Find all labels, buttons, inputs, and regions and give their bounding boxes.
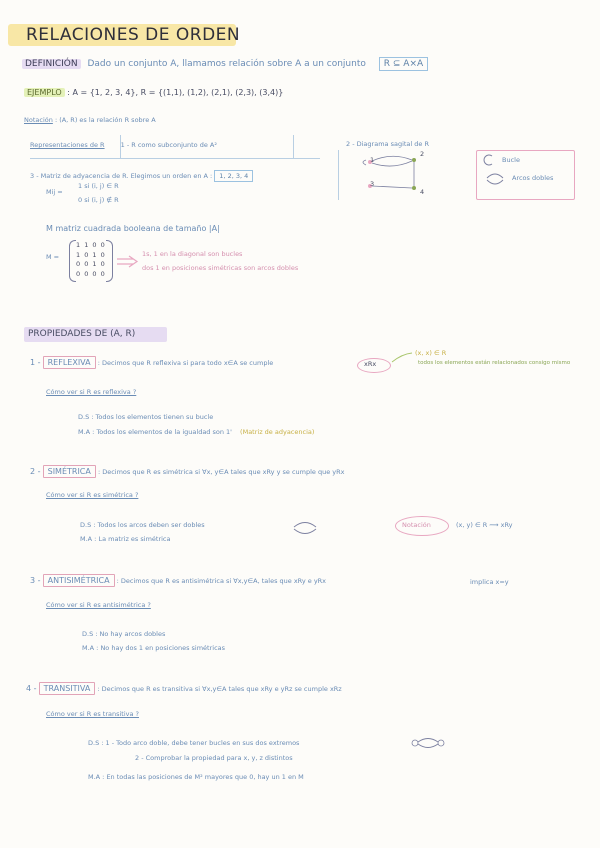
simetrica-notation-label: Notación bbox=[402, 521, 431, 529]
simetrica-ma: M.A : La matriz es simétrica bbox=[80, 535, 171, 543]
property-reflexiva bbox=[30, 358, 273, 367]
representations-row bbox=[30, 141, 217, 149]
antisimetrica-ds: D.S : No hay arcos dobles bbox=[82, 630, 166, 638]
simetrica-name: SIMÉTRICA bbox=[43, 465, 96, 478]
reflexiva-formula: xRx bbox=[364, 360, 377, 368]
sagittal-node-4 bbox=[412, 186, 416, 190]
mij-case-1: 1 si (i, j) ∈ R bbox=[78, 182, 119, 190]
matrix-note-2: dos 1 en posiciones simétricas son arcos dobles bbox=[142, 264, 299, 272]
transitiva-how: Cómo ver si R es transitiva ? bbox=[46, 710, 139, 718]
arcos-dobles-icon bbox=[484, 170, 506, 188]
transitiva-ds1: D.S : 1 - Todo arco doble, debe tener bucles en sus dos extremos bbox=[88, 739, 300, 747]
divider-vertical-3 bbox=[338, 150, 339, 200]
reflexiva-name: REFLEXIVA bbox=[43, 356, 96, 369]
order-box: 1, 2, 3, 4 bbox=[214, 170, 253, 182]
sagittal-label-3: 3 bbox=[370, 180, 375, 188]
bucle-icon bbox=[482, 153, 496, 167]
matrix-bracket-right bbox=[106, 240, 113, 282]
antisimetrica-name: ANTISIMÉTRICA bbox=[43, 574, 115, 587]
reflexiva-ma-text: M.A : Todos los elementos de la igualdad son 1' bbox=[78, 428, 232, 436]
definition-row bbox=[22, 59, 428, 69]
notation-row bbox=[24, 116, 156, 124]
sagittal-arc-34 bbox=[372, 186, 412, 188]
implies-arrow-icon bbox=[117, 256, 139, 268]
divider-vertical-1 bbox=[120, 135, 121, 159]
antisimetrica-how: Cómo ver si R es antisimétrica ? bbox=[46, 601, 151, 609]
simetrica-notation-text: (x, y) ∈ R ⟿ xRy bbox=[456, 521, 513, 529]
transitiva-def: : Decimos que R es transitiva si ∀x,y∈A tales que xRy e yRz se cumple xRz bbox=[97, 685, 342, 693]
transitiva-num: 4 - bbox=[26, 684, 37, 693]
reflexiva-side-note: todos los elementos están relacionados consigo mismo bbox=[418, 360, 571, 366]
simetrica-how: Cómo ver si R es simétrica ? bbox=[46, 491, 139, 499]
sagittal-node-2 bbox=[412, 158, 416, 162]
sagittal-arc-12 bbox=[372, 156, 412, 161]
antisimetrica-num: 3 - bbox=[30, 576, 41, 585]
matrix-description: M matriz cuadrada booleana de tamaño |A| bbox=[46, 224, 220, 233]
page-title: RELACIONES DE ORDEN bbox=[26, 25, 241, 45]
matrix-row-4: 0 0 0 0 bbox=[76, 269, 106, 278]
adjacency-matrix bbox=[76, 241, 106, 279]
mij-label: Mij = bbox=[46, 188, 63, 196]
definition-formula: R ⊆ A×A bbox=[379, 57, 428, 71]
transitiva-name: TRANSITIVA bbox=[39, 682, 96, 695]
reflexiva-num: 1 - bbox=[30, 358, 41, 367]
legend-bucle: Bucle bbox=[502, 156, 520, 164]
sagittal-arc-21 bbox=[372, 161, 412, 166]
example-text: : A = {1, 2, 3, 4}, R = {(1,1), (1,2), (2,1), (2,3), (3,4)} bbox=[67, 88, 284, 97]
transitiva-ma: M.A : En todas las posiciones de M² mayores que 0, hay un 1 en M bbox=[88, 773, 304, 781]
double-arc-loops-icon bbox=[410, 735, 446, 751]
mij-case-0: 0 si (i, j) ∉ R bbox=[78, 196, 119, 204]
reflexiva-how: Cómo ver si R es reflexiva ? bbox=[46, 388, 137, 396]
divider-vertical-2 bbox=[293, 135, 294, 159]
representation-item-1: 1 - R como subconjunto de A² bbox=[120, 141, 217, 149]
reflexiva-def: : Decimos que R reflexiva si para todo x∈A se cumple bbox=[97, 359, 274, 367]
notation-text: : (A, R) es la relación R sobre A bbox=[54, 116, 156, 124]
antisimetrica-def: : Decimos que R es antisimétrica si ∀x,y∈A, tales que xRy e yRx bbox=[116, 577, 327, 585]
simetrica-num: 2 - bbox=[30, 467, 41, 476]
antisimetrica-extra: implica x=y bbox=[470, 578, 509, 586]
property-antisimetrica bbox=[30, 576, 326, 585]
property-simetrica bbox=[30, 467, 345, 476]
representation-item-2: 2 - Diagrama sagital de R bbox=[346, 140, 429, 148]
matrix-row-2: 1 0 1 0 bbox=[76, 250, 106, 259]
simetrica-def: : Decimos que R es simétrica si ∀x, y∈A tales que xRy y se cumple que yRx bbox=[97, 468, 345, 476]
example-label: EJEMPLO bbox=[24, 88, 65, 97]
reflexiva-side-formula: (x, x) ∈ R bbox=[415, 349, 447, 357]
matrix-bracket-left bbox=[69, 240, 76, 282]
example-row bbox=[24, 88, 283, 97]
definition-text: Dado un conjunto A, llamamos relación sobre A a un conjunto bbox=[87, 59, 366, 69]
simetrica-ds: D.S : Todos los arcos deben ser dobles bbox=[80, 521, 205, 529]
sagittal-label-1: 1 bbox=[370, 156, 375, 164]
transitiva-ds2: 2 - Comprobar la propiedad para x, y, z distintos bbox=[135, 754, 293, 762]
m-label: M = bbox=[46, 253, 60, 261]
reflexiva-ma-note: (Matriz de adyacencia) bbox=[240, 428, 315, 436]
reflexiva-ma bbox=[78, 428, 314, 436]
antisimetrica-ma: M.A : No hay dos 1 en posiciones simétricas bbox=[82, 644, 226, 652]
item3-text: 3 - Matriz de adyacencia de R. Elegimos un orden en A : bbox=[30, 172, 213, 180]
double-arc-icon bbox=[290, 518, 320, 538]
matrix-row-1: 1 1 0 0 bbox=[76, 241, 106, 249]
reflexiva-ds: D.S : Todos los elementos tienen su bucle bbox=[78, 413, 214, 421]
matrix-row-3: 0 0 1 0 bbox=[76, 260, 106, 268]
representations-label: Representaciones de R bbox=[30, 141, 105, 149]
matrix-note-1: 1s, 1 en la diagonal son bucles bbox=[142, 250, 243, 258]
properties-title: PROPIEDADES DE (A, R) bbox=[28, 329, 136, 339]
legend-arcos: Arcos dobles bbox=[512, 174, 554, 182]
property-transitiva bbox=[26, 684, 342, 693]
divider-horizontal bbox=[30, 158, 320, 159]
representation-item-3 bbox=[30, 172, 253, 180]
notation-label: Notación bbox=[24, 116, 53, 124]
sagittal-loop-1 bbox=[363, 160, 366, 165]
reflexiva-side-arrow bbox=[390, 350, 414, 364]
definition-label: DEFINICIÓN bbox=[22, 59, 81, 69]
sagittal-label-4: 4 bbox=[420, 188, 425, 196]
sagittal-label-2: 2 bbox=[420, 150, 425, 158]
